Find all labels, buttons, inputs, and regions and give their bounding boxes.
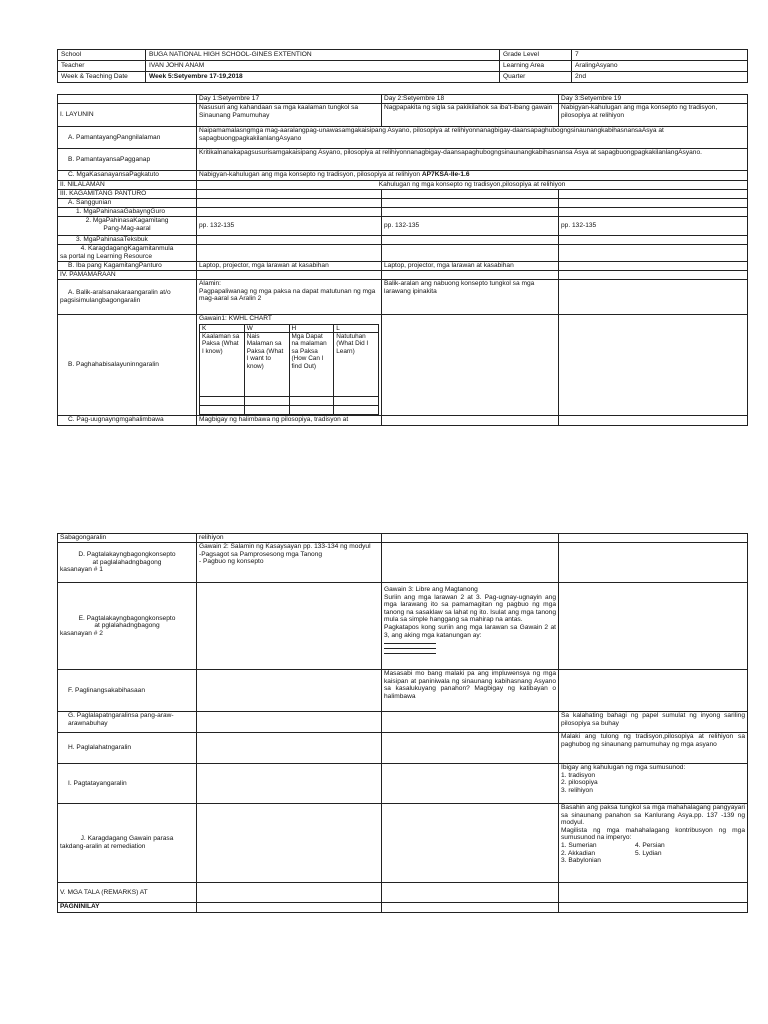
- grade-label: Grade Level: [500, 50, 572, 61]
- e-label: [58, 583, 197, 670]
- d-day1: [197, 543, 382, 583]
- j-item: 5. Lydian: [635, 849, 662, 857]
- kwhl-head-h: H: [289, 324, 334, 332]
- f-label: F. Paglinangsakabihasaan: [58, 670, 197, 712]
- i-day3: [559, 764, 748, 804]
- day3-header: Day 3:Setyembre 19: [559, 95, 748, 104]
- kwhl-chart: [199, 324, 379, 415]
- relihiyon-cont: relihiyon: [197, 534, 382, 543]
- sabagong-label: Sabagongaralin: [58, 534, 197, 543]
- gawain3-text: Suriin ang mga larawan 2 at 3. Pag-ugnay-ugnayin ang mga larawang ito sa pamamagitan ng pagbuo ng mga tanong na sasaklaw sa lahat ng ito. Isulat ang mga tanong mula sa simple hanggang sa mahirap na antas.: [384, 593, 556, 624]
- kwhl-body-h: Mga Dapat na malaman sa Paksa (How Can I find Out): [289, 333, 334, 397]
- j-item: 1. Sumerian: [561, 841, 597, 849]
- e-label-2: at pglalahadngbagong: [94, 622, 160, 630]
- j-label: [58, 804, 197, 883]
- day2-header: Day 2:Setyembre 18: [382, 95, 559, 104]
- pamamaraan-label: IV. PAMAMARAAN: [58, 271, 197, 280]
- gabay-guro-label: 1. MgaPahinasaGabayngGuro: [58, 208, 197, 217]
- kasanayan-text: Nabigyan-kahulugan ang mga konsepto ng tradisyon, pilosopiya at relihiyon: [199, 171, 422, 178]
- d-label-2: at paglalahadngbagong: [92, 558, 162, 566]
- gawain3-heading: Gawain 3: Libre ang Magtanong: [384, 586, 478, 593]
- h-day3: Malaki ang tulong ng tradisyon,pilosopiya at relihiyon sa paghubog ng sinaunang pamumuhay ng mga asyano: [559, 733, 748, 764]
- g-label-2: arawnabuhay: [68, 719, 108, 727]
- pag-uugnay-day1: Magbigay ng halimbawa ng pilosopiya, tradisyon at: [197, 416, 382, 426]
- pamantayan-pagganap-text: Kritikalnanakapagsusurisamgakaisipang Asyano, pilosopiya at relihiyonnanagbigay-daansapaghubogngsinaunangkabihasnansa Asya at sapagbuongpagkakilanlangAsyano.: [197, 149, 748, 171]
- d-text-2: -Pagsagot sa Pamprosesong mga Tanong: [199, 550, 323, 558]
- j-label-1: J. Karagdagang Gawain parasa: [80, 835, 174, 843]
- g-label: [58, 712, 197, 733]
- teacher-value: IVAN JOHN ANAM: [146, 61, 500, 72]
- i-item: 1. tradisyon: [561, 771, 596, 779]
- sanggunian-label: A. Sanggunian: [58, 199, 197, 208]
- nilalaman-label: II. NILALAMAN: [58, 181, 197, 190]
- balik-label-2: pagsisimulangbagongaralin: [60, 297, 141, 304]
- e-day2: [382, 583, 559, 670]
- d-label: [58, 543, 197, 583]
- day1-header: Day 1:Setyembre 17: [197, 95, 382, 104]
- school-label: School: [58, 50, 146, 61]
- week-label: Week & Teaching Date: [58, 72, 146, 83]
- d-text-1: Gawain 2: Salamin ng Kasaysayan pp. 133-134 ng modyul: [199, 543, 371, 550]
- j-text-2: Magilista ng mga mahahalagang kontribusyon ng mga sumusunod na imperyo:: [561, 826, 745, 842]
- gawain1-label: Gawain1: KWHL CHART: [199, 315, 272, 322]
- area-value: AralingAsyano: [572, 61, 748, 72]
- j-label-2: takdang-aralin at remediation: [60, 843, 146, 850]
- nilalaman-text: Kahulugan ng mga konsepto ng tradisyon,pilosopiya at relihiyon: [197, 181, 748, 190]
- pagninilay-label: PAGNINILAY: [58, 903, 197, 913]
- kasanayan-label: C. MgaKasanayansaPagkatuto: [58, 171, 197, 181]
- area-label: Learning Area: [500, 61, 572, 72]
- d-label-3: kasanayan # 1: [60, 566, 103, 574]
- pages-day3: pp. 132-135: [559, 217, 748, 236]
- kwhl-body-k: Kaalaman sa Paksa (What I know): [200, 333, 245, 397]
- alamin-text: Pagpapaliwanag ng mga paksa na dapat matutunan ng mga mag-aaral sa Aralin 2: [199, 287, 376, 303]
- quarter-value: 2nd: [572, 72, 748, 83]
- remarks-label: V. MGA TALA (REMARKS) AT: [58, 883, 197, 903]
- pamantayan-pagganap-label: B. PamantayansaPagganap: [58, 149, 197, 171]
- j-item: 4. Persian: [635, 841, 665, 849]
- pamantayan-nilalaman-label: A. PamantayangPangnilalaman: [58, 127, 197, 149]
- answer-line: [384, 649, 436, 654]
- kagamitang-mag-aaral-label: [58, 217, 197, 236]
- karagdagan-line1: 4. KaragdagangKagamitanmula: [80, 245, 174, 252]
- layunin-day3: Nabigyan-kahulugan ang mga konsepto ng tradisyon, pilosopiya at relihiyon: [559, 104, 748, 127]
- kagamitan-label: III. KAGAMITANG PANTURO: [58, 190, 197, 199]
- e-label-3: kasanayan # 2: [60, 629, 103, 637]
- iba-pang-day1: Laptop, projector, mga larawan at kasabihan: [197, 262, 382, 271]
- kagamitan-line1: 2. MgaPahinasaKagamitang: [85, 217, 169, 224]
- kasanayan-cell: [197, 171, 748, 181]
- kwhl-head-k: K: [200, 324, 245, 332]
- kasanayan-code: AP7KSA-IIe-1.6: [421, 171, 470, 178]
- paghahabi-label: B. Paghahabisalayuninngaralin: [58, 315, 197, 416]
- kwhl-body-l: Natutuhan (What Did I Learn): [334, 333, 379, 397]
- i-heading: Ibigay ang kahulugan ng mga sumusunod:: [561, 764, 686, 771]
- pages-day2: pp. 132-135: [382, 217, 559, 236]
- layunin-day1: Nasusuri ang kahandaan sa mga kaalaman tungkol sa Sinaunang Pamumuhay: [197, 104, 382, 127]
- lesson-plan-table-continued: [57, 533, 748, 913]
- balik-aral-day1: [197, 280, 382, 315]
- balik-label-1: A. Balik-aralsanakaraangaralin at/o: [68, 289, 171, 297]
- teacher-label: Teacher: [58, 61, 146, 72]
- j-item: 3. Babylonian: [561, 857, 601, 865]
- week-value: Week 5:Setyembre 17-19,2018: [146, 72, 500, 83]
- karagdagan-line2: sa portal ng Learning Resource: [60, 252, 153, 260]
- kwhl-cell: [197, 315, 382, 416]
- kwhl-body-w: Nais Malaman sa Paksa (What I want to know): [244, 333, 289, 397]
- gawain3-text2: Pagkatapos kong suriin ang mga larawan sa Gawain 2 at 3, ang aking mga katanungan ay:: [384, 623, 556, 639]
- j-text-1: Basahin ang paksa tungkol sa mga mahahalagang pangyayari sa sinaunang panahon sa Kanlurang Asya.pp. 137 -139 ng modyul.: [561, 804, 745, 827]
- alamin-heading: Alamin:: [199, 280, 221, 287]
- kwhl-head-w: W: [244, 324, 289, 332]
- j-item: 2. Akkadian: [561, 849, 596, 857]
- karagdagan-label: [58, 245, 197, 262]
- grade-value: 7: [572, 50, 748, 61]
- teksbuk-label: 3. MgaPahinasaTeksbuk: [58, 236, 197, 245]
- j-day3: [559, 804, 748, 883]
- quarter-label: Quarter: [500, 72, 572, 83]
- layunin-label: I. LAYUNIN: [58, 104, 197, 127]
- g-day3: Sa kalahating bahagi ng papel sumulat ng inyong sariling pilosopiya sa buhay: [559, 712, 748, 733]
- balik-aral-label: [58, 280, 197, 315]
- i-item: 2. pilosopiya: [561, 779, 598, 787]
- corner-cell: [58, 95, 197, 104]
- school-value: BUGA NATIONAL HIGH SCHOOL-GINES EXTENTION: [146, 50, 500, 61]
- iba-pang-label: B. Iba pang KagamitangPanturo: [58, 262, 197, 271]
- i-label: I. Pagtatayangaralin: [58, 764, 197, 804]
- balik-aral-day2: Balik-aralan ang nabuong konsepto tungkol sa mga larawang ipinakita: [382, 280, 559, 315]
- d-label-1: D. Pagtalakayngbagongkonsepto: [78, 551, 176, 559]
- lesson-plan-table: [57, 94, 748, 426]
- h-label: H. Paglalahatngaralin: [58, 733, 197, 764]
- kagamitan-line2: Pang-Mag-aaral: [103, 224, 151, 232]
- iba-pang-day2: Laptop, projector, mga larawan at kasabihan: [382, 262, 559, 271]
- header-table: [57, 49, 748, 83]
- pamantayan-nilalaman-text: Naipamamalasngmga mag-aaralangpag-unawasamgakaisipang Asyano, pilosopiya at relihiyonnanagbigay-daansapaghubogngsinaunangkabihasnansaAsya at sapagbuongpagkakilanlangAsyano: [197, 127, 748, 149]
- f-day2: Masasabi mo bang malaki pa ang impluwensya ng mga kaisipan at paniniwala ng sinaunang kabihasnang Asyano sa kasalukuyang panahon? Magbigay ng katibayan o halimbawa: [382, 670, 559, 712]
- e-label-1: E. Pagtalakayngbagongkonsepto: [78, 614, 176, 622]
- g-label-1: G. Paglalapatngaralinsa pang-araw-: [68, 712, 174, 719]
- i-item: 3. relihiyon: [561, 786, 593, 794]
- kwhl-head-l: L: [334, 324, 379, 332]
- pag-uugnay-label: C. Pag-uugnayngmgahalimbawa: [58, 416, 197, 426]
- d-text-3: - Pagbuo ng konsepto: [199, 558, 264, 566]
- pages-day1: pp. 132-135: [197, 217, 382, 236]
- layunin-day2: Nagpapakita ng sigla sa pakikilahok sa iba't-ibang gawain: [382, 104, 559, 127]
